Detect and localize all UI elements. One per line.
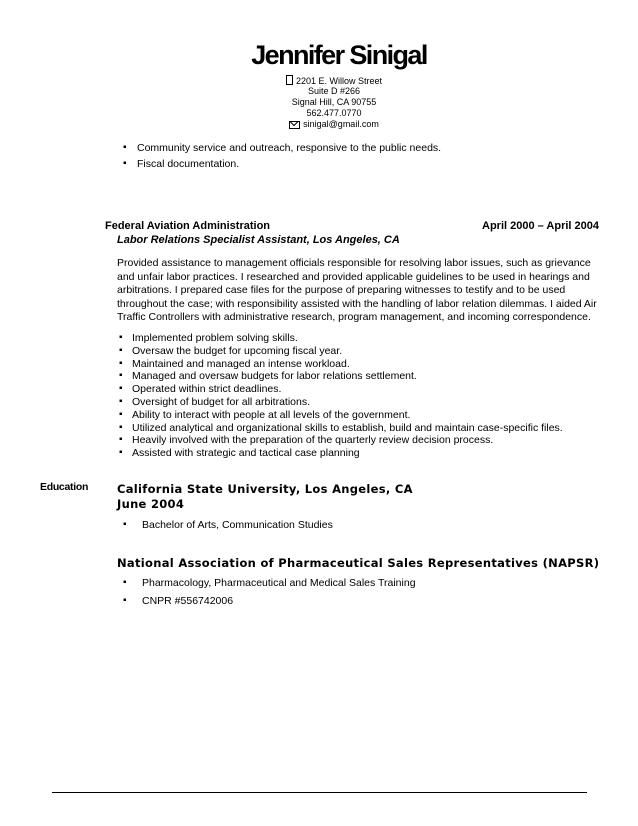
napsr-bullet-list <box>142 575 416 611</box>
resume-name: Jennifer Sinigal <box>251 40 427 70</box>
list-item: ▪ Oversaw the budget for upcoming fiscal year. <box>132 345 563 358</box>
education-school: California State University, Los Angeles, CA <box>117 482 413 496</box>
box-glyph-icon <box>286 75 293 85</box>
address-line-1: 2201 E. Willow Street <box>15 75 638 87</box>
faa-description: Provided assistance to management officials responsible for resolving labor issues, such as grievance and unfair labor practices. I researched and provided applicable guidelines to be used in hearings and arbitrations. I prepared case files for the purpose of preparing witnesses to testify and to be used throughout the case; with responsibility assisted with the handling of labor relation dilemmas. I aided Air Traffic Controllers with administrative research, program management, and incoming correspondence. <box>117 257 597 323</box>
list-item: ▪ Oversight of budget for all arbitrations. <box>132 396 563 409</box>
education-bullet-list <box>142 517 333 533</box>
list-item: ▪ Operated within strict deadlines. <box>132 383 563 396</box>
list-item: ▪ Bachelor of Arts, Communication Studies <box>142 517 333 533</box>
email-line: sinigal@gmail.com <box>15 119 638 130</box>
top-bullet-list <box>137 140 441 172</box>
footer-divider <box>52 792 587 793</box>
education-date: June 2004 <box>117 497 185 511</box>
napsr-organization: National Association of Pharmaceutical Sales Representatives (NAPSR) <box>117 556 600 570</box>
faa-dates: April 2000 – April 2004 <box>482 220 599 232</box>
list-item: ▪ Assisted with strategic and tactical case planning <box>132 447 563 460</box>
address-line-3: Signal Hill, CA 90755 <box>291 97 377 107</box>
faa-role: Labor Relations Specialist Assistant, Los Angeles, CA <box>117 234 400 246</box>
list-item: ▪ Fiscal documentation. <box>137 156 441 172</box>
faa-bullet-list <box>132 332 563 460</box>
list-item: ▪ Heavily involved with the preparation of the quarterly review decision process. <box>132 434 563 447</box>
list-item: ▪ Ability to interact with people at all levels of the government. <box>132 409 563 422</box>
phone-number: 562.477.0770 <box>306 108 362 118</box>
list-item: ▪ CNPR #556742006 <box>142 593 416 609</box>
list-item: ▪ Implemented problem solving skills. <box>132 332 563 345</box>
list-item: ▪ Utilized analytical and organizational skills to establish, build and maintain case-specific files. <box>132 422 563 435</box>
list-item: ▪ Managed and oversaw budgets for labor relations settlement. <box>132 370 563 383</box>
envelope-icon <box>289 121 300 129</box>
education-section-label: Education <box>40 481 89 493</box>
list-item: ▪ Maintained and managed an intense workload. <box>132 358 563 371</box>
list-item: ▪ Pharmacology, Pharmaceutical and Medical Sales Training <box>142 575 416 591</box>
list-item: ▪ Community service and outreach, responsive to the public needs. <box>137 140 441 156</box>
address-line-2: Suite D #266 <box>307 86 361 96</box>
faa-organization: Federal Aviation Administration <box>105 220 271 232</box>
